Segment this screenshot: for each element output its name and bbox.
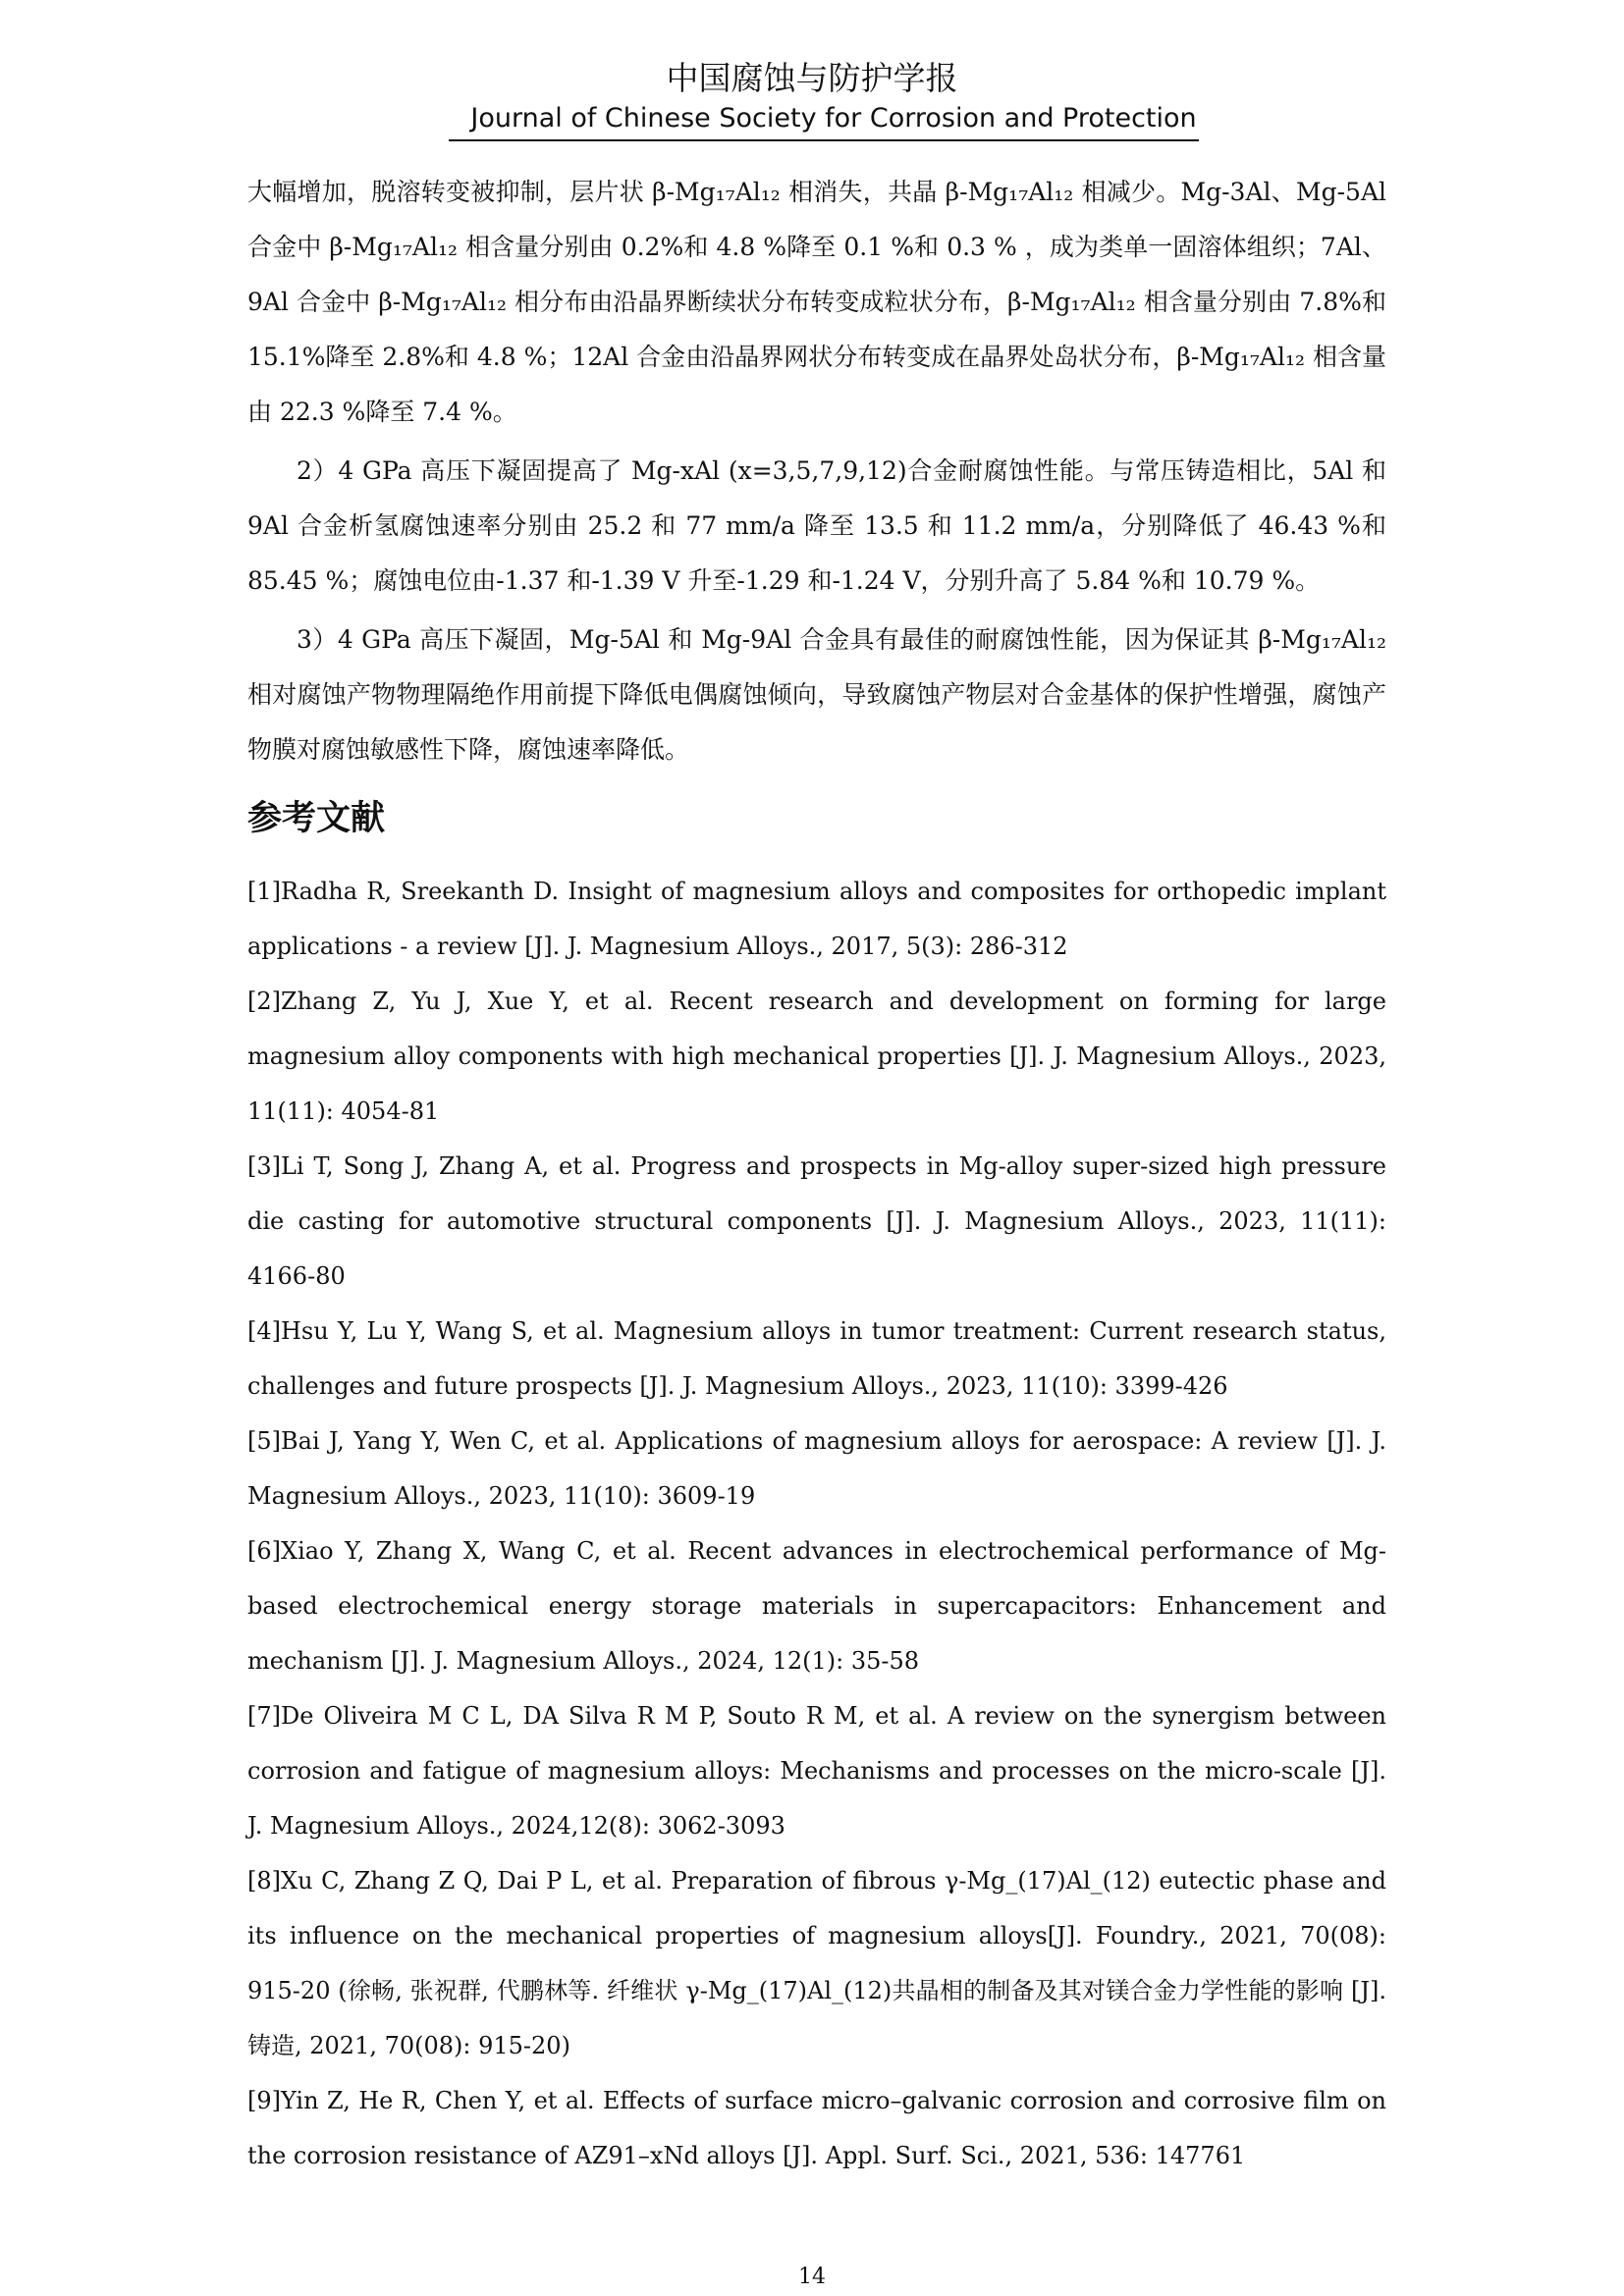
- reference-item: [5]Bai J, Yang Y, Wen C, et al. Applications of magnesium alloys for aerospace: A review [J]. J. Magnesium Alloys., 2023, 11(10): 3609-19: [247, 1427, 1386, 1510]
- reference-item: [9]Yin Z, He R, Chen Y, et al. Effects of surface micro–galvanic corrosion and corrosive film on the corrosion resistance of AZ91–xNd alloys [J]. Appl. Surf. Sci., 2021, 536: 147761: [247, 2087, 1386, 2169]
- reference-item: [8]Xu C, Zhang Z Q, Dai P L, et al. Preparation of fibrous γ-Mg_(17)Al_(12) eutectic phase and its influence on the mechanical properties of magnesium alloys[J]. Foundry., 2021, 70(08): 915-20 (徐畅, 张祝群, 代鹏林等. 纤维状 γ-Mg_(17)Al_(12)共晶相的制备及其对镁合金力学性能的影响 [J]. 铸造, 2021, 70(08): 915-20): [247, 1867, 1386, 2059]
- conclusion-paragraph-1: 大幅增加，脱溶转变被抑制，层片状 β-Mg₁₇Al₁₂ 相消失，共晶 β-Mg₁₇Al₁₂ 相减少。Mg-3Al、Mg-5Al 合金中 β-Mg₁₇Al₁₂ 相含量分别由 0.2%和 4.8 %降至 0.1 %和 0.3 % ，成为类单一固溶体组织；7Al、9Al 合金中 β-Mg₁₇Al₁₂ 相分布由沿晶界断续状分布转变成粒状分布，β-Mg₁₇Al₁₂ 相含量分别由 7.8%和 15.1%降至 2.8%和 4.8 %；12Al 合金由沿晶界网状分布转变成在晶界处岛状分布，β-Mg₁₇Al₁₂ 相含量由 22.3 %降至 7.4 %。: [247, 178, 1386, 426]
- journal-title-cn: 中国腐蚀与防护学报: [666, 59, 958, 97]
- page-number: 14: [798, 2265, 826, 2289]
- reference-item: [3]Li T, Song J, Zhang A, et al. Progress and prospects in Mg-alloy super-sized high pressure die casting for automotive structural components [J]. J. Magnesium Alloys., 2023, 11(11): 4166-80: [247, 1152, 1386, 1290]
- conclusion-paragraph-2: 2）4 GPa 高压下凝固提高了 Mg-xAl (x=3,5,7,9,12)合金耐腐蚀性能。与常压铸造相比，5Al 和 9Al 合金析氢腐蚀速率分别由 25.2 和 77 mm/a 降至 13.5 和 11.2 mm/a，分别降低了 46.43 %和 85.45 %；腐蚀电位由-1.37 和-1.39 V 升至-1.29 和-1.24 V，分别升高了 5.84 %和 10.79 %。: [247, 456, 1386, 595]
- references-heading: 参考文献: [247, 799, 386, 838]
- reference-item: [2]Zhang Z, Yu J, Xue Y, et al. Recent research and development on forming for large magnesium alloy components with high mechanical properties [J]. J. Magnesium Alloys., 2023, 11(11): 4054-81: [247, 988, 1386, 1125]
- conclusion-paragraph-3: 3）4 GPa 高压下凝固，Mg-5Al 和 Mg-9Al 合金具有最佳的耐腐蚀性能，因为保证其 β-Mg₁₇Al₁₂ 相对腐蚀产物物理隔绝作用前提下降低电偶腐蚀倾向，导致腐蚀产物层对合金基体的保护性增强，腐蚀产物膜对腐蚀敏感性下降，腐蚀速率降低。: [247, 625, 1386, 764]
- reference-item: [6]Xiao Y, Zhang X, Wang C, et al. Recent advances in electrochemical performance of Mg-based electrochemical energy storage materials in supercapacitors: Enhancement and mechanism [J]. J. Magnesium Alloys., 2024, 12(1): 35-58: [247, 1537, 1386, 1675]
- reference-item: [7]De Oliveira M C L, DA Silva R M P, Souto R M, et al. A review on the synergism between corrosion and fatigue of magnesium alloys: Mechanisms and processes on the micro-scale [J]. J. Magnesium Alloys., 2024,12(8): 3062-3093: [247, 1702, 1386, 1840]
- reference-item: [1]Radha R, Sreekanth D. Insight of magnesium alloys and composites for orthopedic implant applications - a review [J]. J. Magnesium Alloys., 2017, 5(3): 286-312: [247, 878, 1386, 960]
- journal-title-en: Journal of Chinese Society for Corrosion and Protection: [449, 100, 1198, 141]
- running-header: [0, 57, 1624, 141]
- main-text: [247, 165, 1386, 2183]
- reference-list: [247, 864, 1386, 2183]
- reference-item: [4]Hsu Y, Lu Y, Wang S, et al. Magnesium alloys in tumor treatment: Current research status, challenges and future prospects [J]. J. Magnesium Alloys., 2023, 11(10): 3399-426: [247, 1317, 1386, 1400]
